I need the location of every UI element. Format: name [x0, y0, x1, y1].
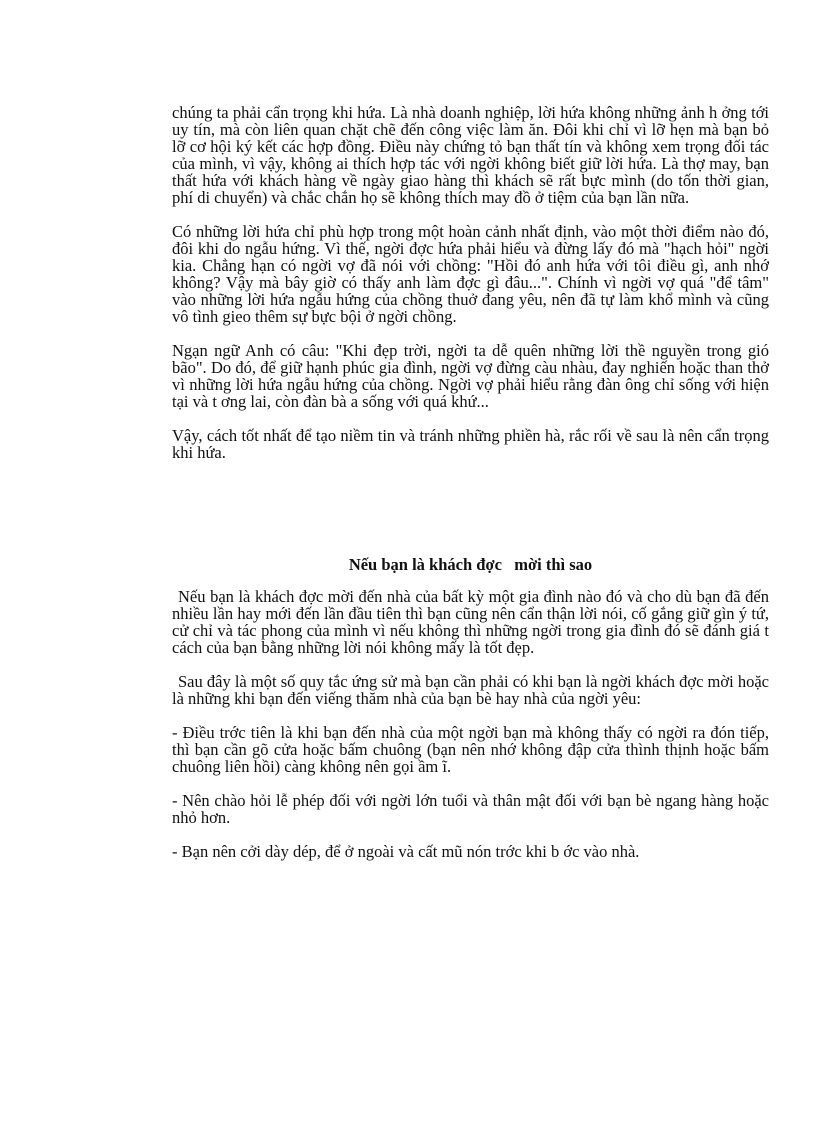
rule-item-shoes: - Bạn nên cởi dày dép, để ở ngoài và cất mũ nón trớc khi b ớc vào nhà.	[172, 842, 640, 861]
section-heading: Nếu bạn là khách đợc mời thì sao	[348, 555, 593, 574]
section-spacer	[172, 478, 769, 556]
paragraph-english-proverb: Ngạn ngữ Anh có câu: "Khi đẹp trời, ngời ta dễ quên những lời thề nguyền trong gió bão". Do đó, để giữ hạnh phúc gia đình, ngời vợ đừng càu nhàu, đay nghiến hoặc than thở vì những lời hứa ngẫu hứng của chồng. Ngời vợ phải hiểu rằng đàn ông chỉ sống với hiện tại và t ơng lai, còn đàn bà a sống với quá khứ...	[172, 341, 769, 411]
paragraph-promise-business: chúng ta phải cẩn trọng khi hứa. Là nhà doanh nghiệp, lời hứa không những ảnh h ởng tới uy tín, mà còn liên quan chặt chẽ đến công việc làm ăn. Đôi khi chỉ vì lỡ hẹn mà bạn bỏ lỡ cơ hội ký kết các hợp đồng. Điều này chứng tỏ bạn thất tín và không xem trọng đối tác của mình, vì vậy, không ai thích hợp tác với ngời không biết giữ lời hứa. Là thợ may, bạn thất hứa với khách hàng về ngày giao hàng thì khách sẽ rất bực mình (do tốn thời gian, phí di chuyển) và chắc chắn họ sẽ không thích may đồ ở tiệm của bạn lần nữa.	[172, 103, 769, 207]
paragraph-promise-context: Có những lời hứa chỉ phù hợp trong một hoàn cảnh nhất định, vào một thời điểm nào đó, đôi khi do ngẫu hứng. Vì thế, ngời đợc hứa phải hiểu và đừng lấy đó mà "hạch hỏi" ngời kia. Chẳng hạn có ngời vợ đã nói với chồng: "Hồi đó anh hứa với tôi điều gì, anh nhớ không? Vậy mà bây giờ có thấy anh làm đợc gì đâu...". Chính vì ngời vợ quá "để tâm" vào những lời hứa ngẫu hứng của chồng thuở đang yêu, nên đã tự làm khổ mình và cũng vô tình gieo thêm sự bực bội ở ngời chồng.	[172, 222, 769, 326]
document-page	[172, 104, 769, 877]
paragraph-guest-rules-intro: Sau đây là một số quy tắc ứng sử mà bạn cần phải có khi bạn là ngời khách đợc mời hoặc là những khi bạn đến viếng thăm nhà của bạn bè hay nhà của ngời yêu:	[172, 672, 769, 708]
paragraph-guest-intro: Nếu bạn là khách đợc mời đến nhà của bất kỳ một gia đình nào đó và cho dù bạn đã đến nhiều lần hay mới đến lần đầu tiên thì bạn cũng nên cẩn thận lời nói, cố gắng giữ gìn ý tứ, cử chỉ và tác phong của mình vì nếu không thì những ngời trong gia đình đó sẽ đánh giá t cách của bạn bằng những lời nói không mấy là tốt đẹp.	[172, 587, 769, 657]
paragraph-conclusion: Vậy, cách tốt nhất để tạo niềm tin và tránh những phiền hà, rắc rối về sau là nên cẩn trọng khi hứa.	[172, 426, 769, 462]
rule-item-knock: - Điều trớc tiên là khi bạn đến nhà của một ngời bạn mà không thấy có ngời ra đón tiếp, thì bạn cần gõ cửa hoặc bấm chuông (bạn nên nhớ không đập cửa thình thịnh hoặc bấm chuông liên hồi) càng không nên gọi ầm ĩ.	[172, 723, 769, 776]
rule-item-greeting: - Nên chào hỏi lễ phép đối với ngời lớn tuổi và thân mật đối với bạn bè ngang hàng hoặc nhỏ hơn.	[172, 791, 769, 827]
